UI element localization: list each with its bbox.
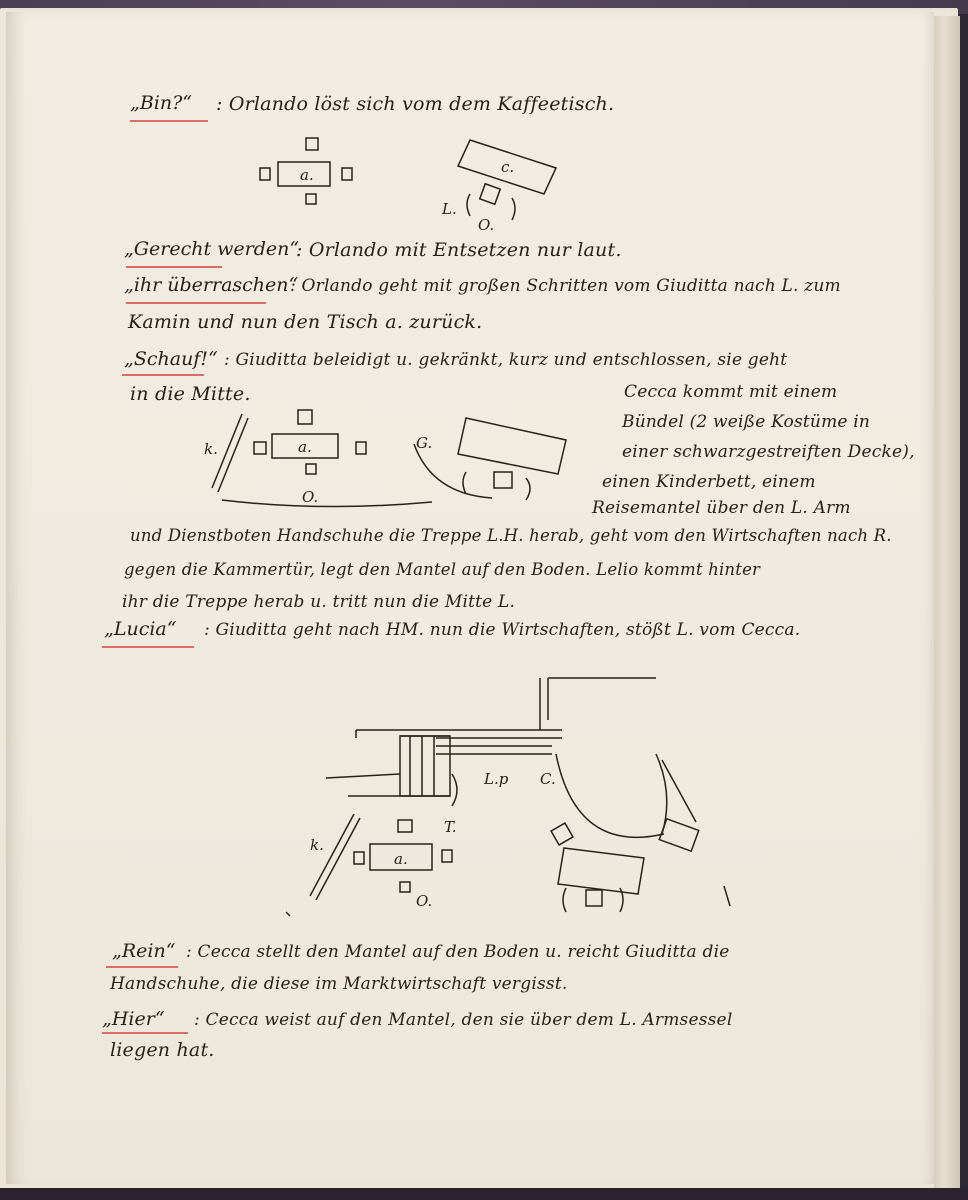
cue-underline <box>106 966 178 968</box>
manuscript-page <box>6 12 934 1184</box>
text-line-11: : Cecca stellt den Mantel auf den Boden u. reicht Giuditta die <box>186 942 730 962</box>
stage-sketch-3 <box>276 674 736 924</box>
label-L: L. <box>442 200 457 218</box>
label-a: a. <box>298 438 312 456</box>
cue-1: „Bin?“ <box>130 92 193 114</box>
cue-underline <box>130 120 208 122</box>
label-O: O. <box>416 892 433 910</box>
stage-sketch-1 <box>256 124 566 244</box>
cue-5: „Schauf!“ <box>124 348 218 370</box>
text-line-3: : Orlando geht mit großen Schritten vom Giuditta nach L. zum <box>290 276 841 296</box>
text-line-13: : Cecca weist auf den Mantel, den sie über dem L. Armsessel <box>194 1010 733 1030</box>
side-note-line-1: Cecca kommt mit einem <box>624 382 838 402</box>
book-bottom-edge <box>0 1188 968 1200</box>
cue-3: „ihr überraschen“ <box>124 274 299 296</box>
cue-13: „Hier“ <box>102 1008 165 1030</box>
text-line-1: : Orlando löst sich vom dem Kaffeetisch. <box>216 93 615 115</box>
label-T: T. <box>444 818 457 836</box>
text-line-5: : Giuditta beleidigt u. gekränkt, kurz und entschlossen, sie geht <box>224 350 788 370</box>
label-a: a. <box>300 166 314 184</box>
text-line-7: und Dienstboten Handschuhe die Treppe L.H. herab, geht vom den Wirtschaften nach R. <box>130 526 892 545</box>
label-G: G. <box>416 434 433 452</box>
cue-10: „Lucia“ <box>104 618 177 640</box>
cue-underline <box>102 1032 188 1034</box>
cue-underline <box>126 302 266 304</box>
label-O: O. <box>302 488 319 506</box>
text-line-8: gegen die Kammertür, legt den Mantel auf den Boden. Lelio kommt hinter <box>124 560 761 579</box>
cue-underline <box>126 266 222 268</box>
page-edge <box>934 16 960 1188</box>
cue-underline <box>102 646 194 648</box>
text-line-4: Kamin und nun den Tisch a. zurück. <box>128 311 483 333</box>
side-note-line-2: Bündel (2 weiße Kostüme in <box>622 412 871 432</box>
cue-underline <box>122 374 204 376</box>
text-line-14: liegen hat. <box>110 1039 215 1061</box>
label-a: a. <box>394 850 408 868</box>
text-line-2: : Orlando mit Entsetzen nur laut. <box>296 239 622 261</box>
text-line-12: Handschuhe, die diese im Marktwirtschaft vergisst. <box>110 974 568 994</box>
side-note-line-3: einer schwarzgestreiften Decke), <box>622 442 915 462</box>
label-k: k. <box>310 836 324 854</box>
label-k: k. <box>204 440 218 458</box>
cue-2: „Gerecht werden“ <box>124 238 300 260</box>
text-line-10: : Giuditta geht nach HM. nun die Wirtschaften, stößt L. vom Cecca. <box>204 620 801 640</box>
text-line-6: in die Mitte. <box>130 383 251 405</box>
label-C: C. <box>540 770 556 788</box>
label-O: O. <box>478 216 495 234</box>
label-Lp: L.p <box>484 770 509 788</box>
cue-11: „Rein“ <box>112 940 176 962</box>
label-c: c. <box>501 158 515 176</box>
stage-sketch-2 <box>202 404 582 526</box>
text-line-9: ihr die Treppe herab u. tritt nun die Mitte L. <box>122 592 516 612</box>
side-note-line-5: Reisemantel über den L. Arm <box>592 498 851 518</box>
side-note-line-4: einen Kinderbett, einem <box>602 472 816 492</box>
